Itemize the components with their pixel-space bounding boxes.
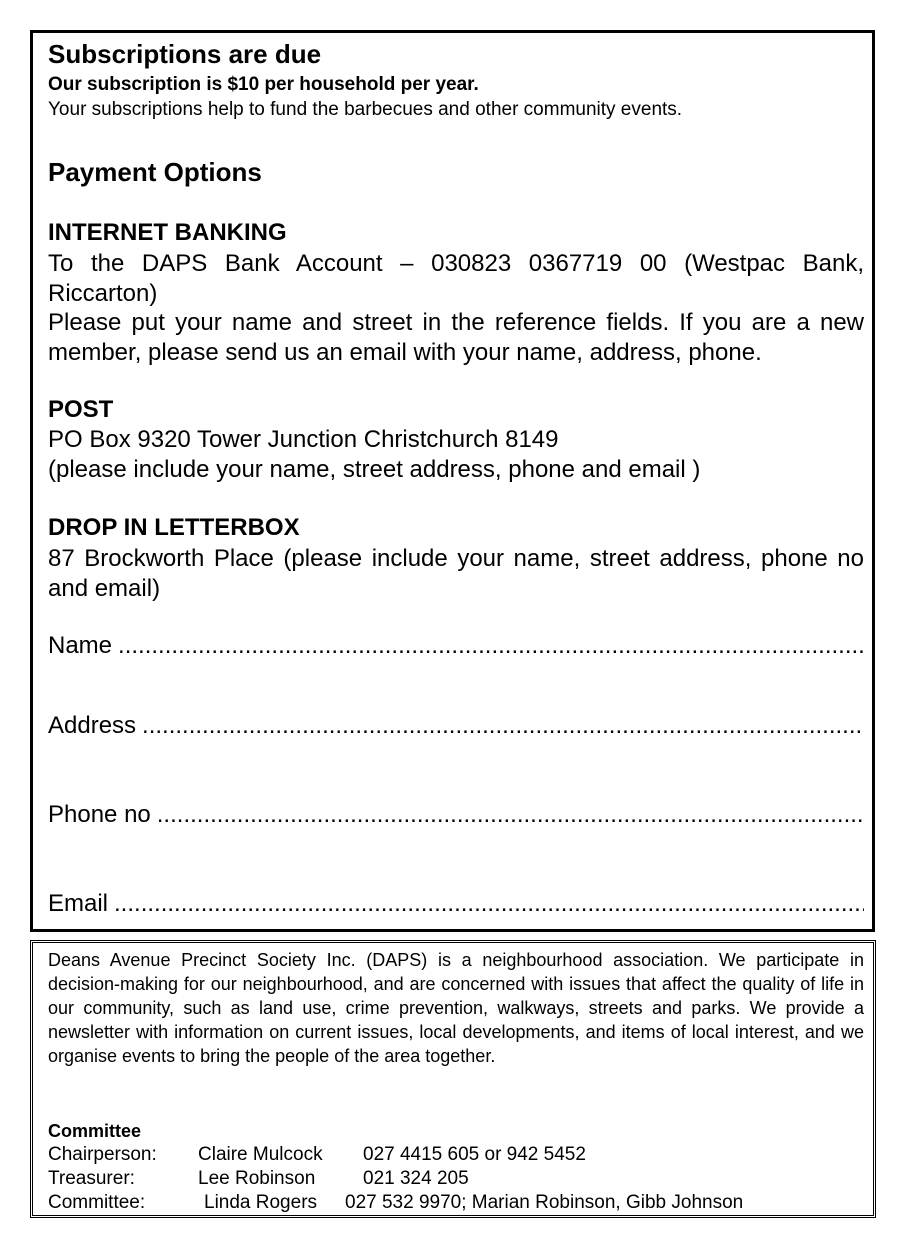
name-fill-line[interactable] bbox=[118, 632, 864, 660]
phone-fill-line[interactable] bbox=[157, 801, 864, 829]
email-label: Email bbox=[48, 890, 109, 917]
phone-field[interactable] bbox=[48, 801, 864, 829]
email-field[interactable] bbox=[48, 890, 864, 918]
bank-account-text: To the DAPS Bank Account – 030823 0367719 00 (Westpac Bank, Riccarton) bbox=[48, 250, 864, 307]
phone-label: Phone no bbox=[48, 801, 151, 828]
chair-contact: 027 4415 605 or 942 5452 bbox=[363, 1144, 586, 1165]
reference-instructions: Please put your name and street in the reference fields. If you are a new member, please send us an email with your name, address, phone. bbox=[48, 309, 864, 366]
committee-member-name: Linda Rogers bbox=[204, 1192, 318, 1213]
treasurer-contact: 021 324 205 bbox=[363, 1168, 469, 1189]
address-field[interactable] bbox=[48, 712, 864, 740]
letterbox-title: DROP IN LETTERBOX bbox=[48, 514, 300, 541]
about-text: Deans Avenue Precinct Society Inc. (DAPS) is a neighbourhood association. We participate in decision-making for our neighbourhood, and are concerned with issues that affect the quality of life in our community, such as land use, crime prevention, walkways, streets and parks. We provide a newsletter with information on current issues, local developments, and items of local interest, and we organise events to bring the people of the area together. bbox=[48, 950, 864, 1066]
address-fill-line[interactable] bbox=[142, 712, 864, 740]
payment-options-heading: Payment Options bbox=[48, 157, 262, 187]
email-fill-line[interactable] bbox=[114, 890, 864, 918]
subscriptions-heading: Subscriptions are due bbox=[48, 39, 322, 69]
address-label: Address bbox=[48, 712, 137, 739]
subscription-purpose: Your subscriptions help to fund the barbecues and other community events. bbox=[48, 99, 683, 120]
name-field[interactable] bbox=[48, 632, 864, 660]
treasurer-name: Lee Robinson bbox=[198, 1168, 316, 1189]
committee-heading: Committee bbox=[48, 1121, 142, 1141]
internet-banking-title: INTERNET BANKING bbox=[48, 219, 287, 246]
committee-member-contact: 027 532 9970; Marian Robinson, Gibb Johnson bbox=[345, 1192, 744, 1213]
post-note: (please include your name, street address, phone and email ) bbox=[48, 456, 701, 483]
post-address: PO Box 9320 Tower Junction Christchurch 8149 bbox=[48, 426, 559, 453]
subscription-amount: Our subscription is $10 per household per year. bbox=[48, 74, 479, 95]
chair-role: Chairperson: bbox=[48, 1144, 157, 1165]
committee-role: Committee: bbox=[48, 1192, 146, 1213]
name-label: Name bbox=[48, 632, 113, 659]
chair-name: Claire Mulcock bbox=[198, 1144, 323, 1165]
letterbox-text: 87 Brockworth Place (please include your name, street address, phone no and email) bbox=[48, 545, 864, 602]
treasurer-role: Treasurer: bbox=[48, 1168, 135, 1189]
post-title: POST bbox=[48, 396, 114, 423]
